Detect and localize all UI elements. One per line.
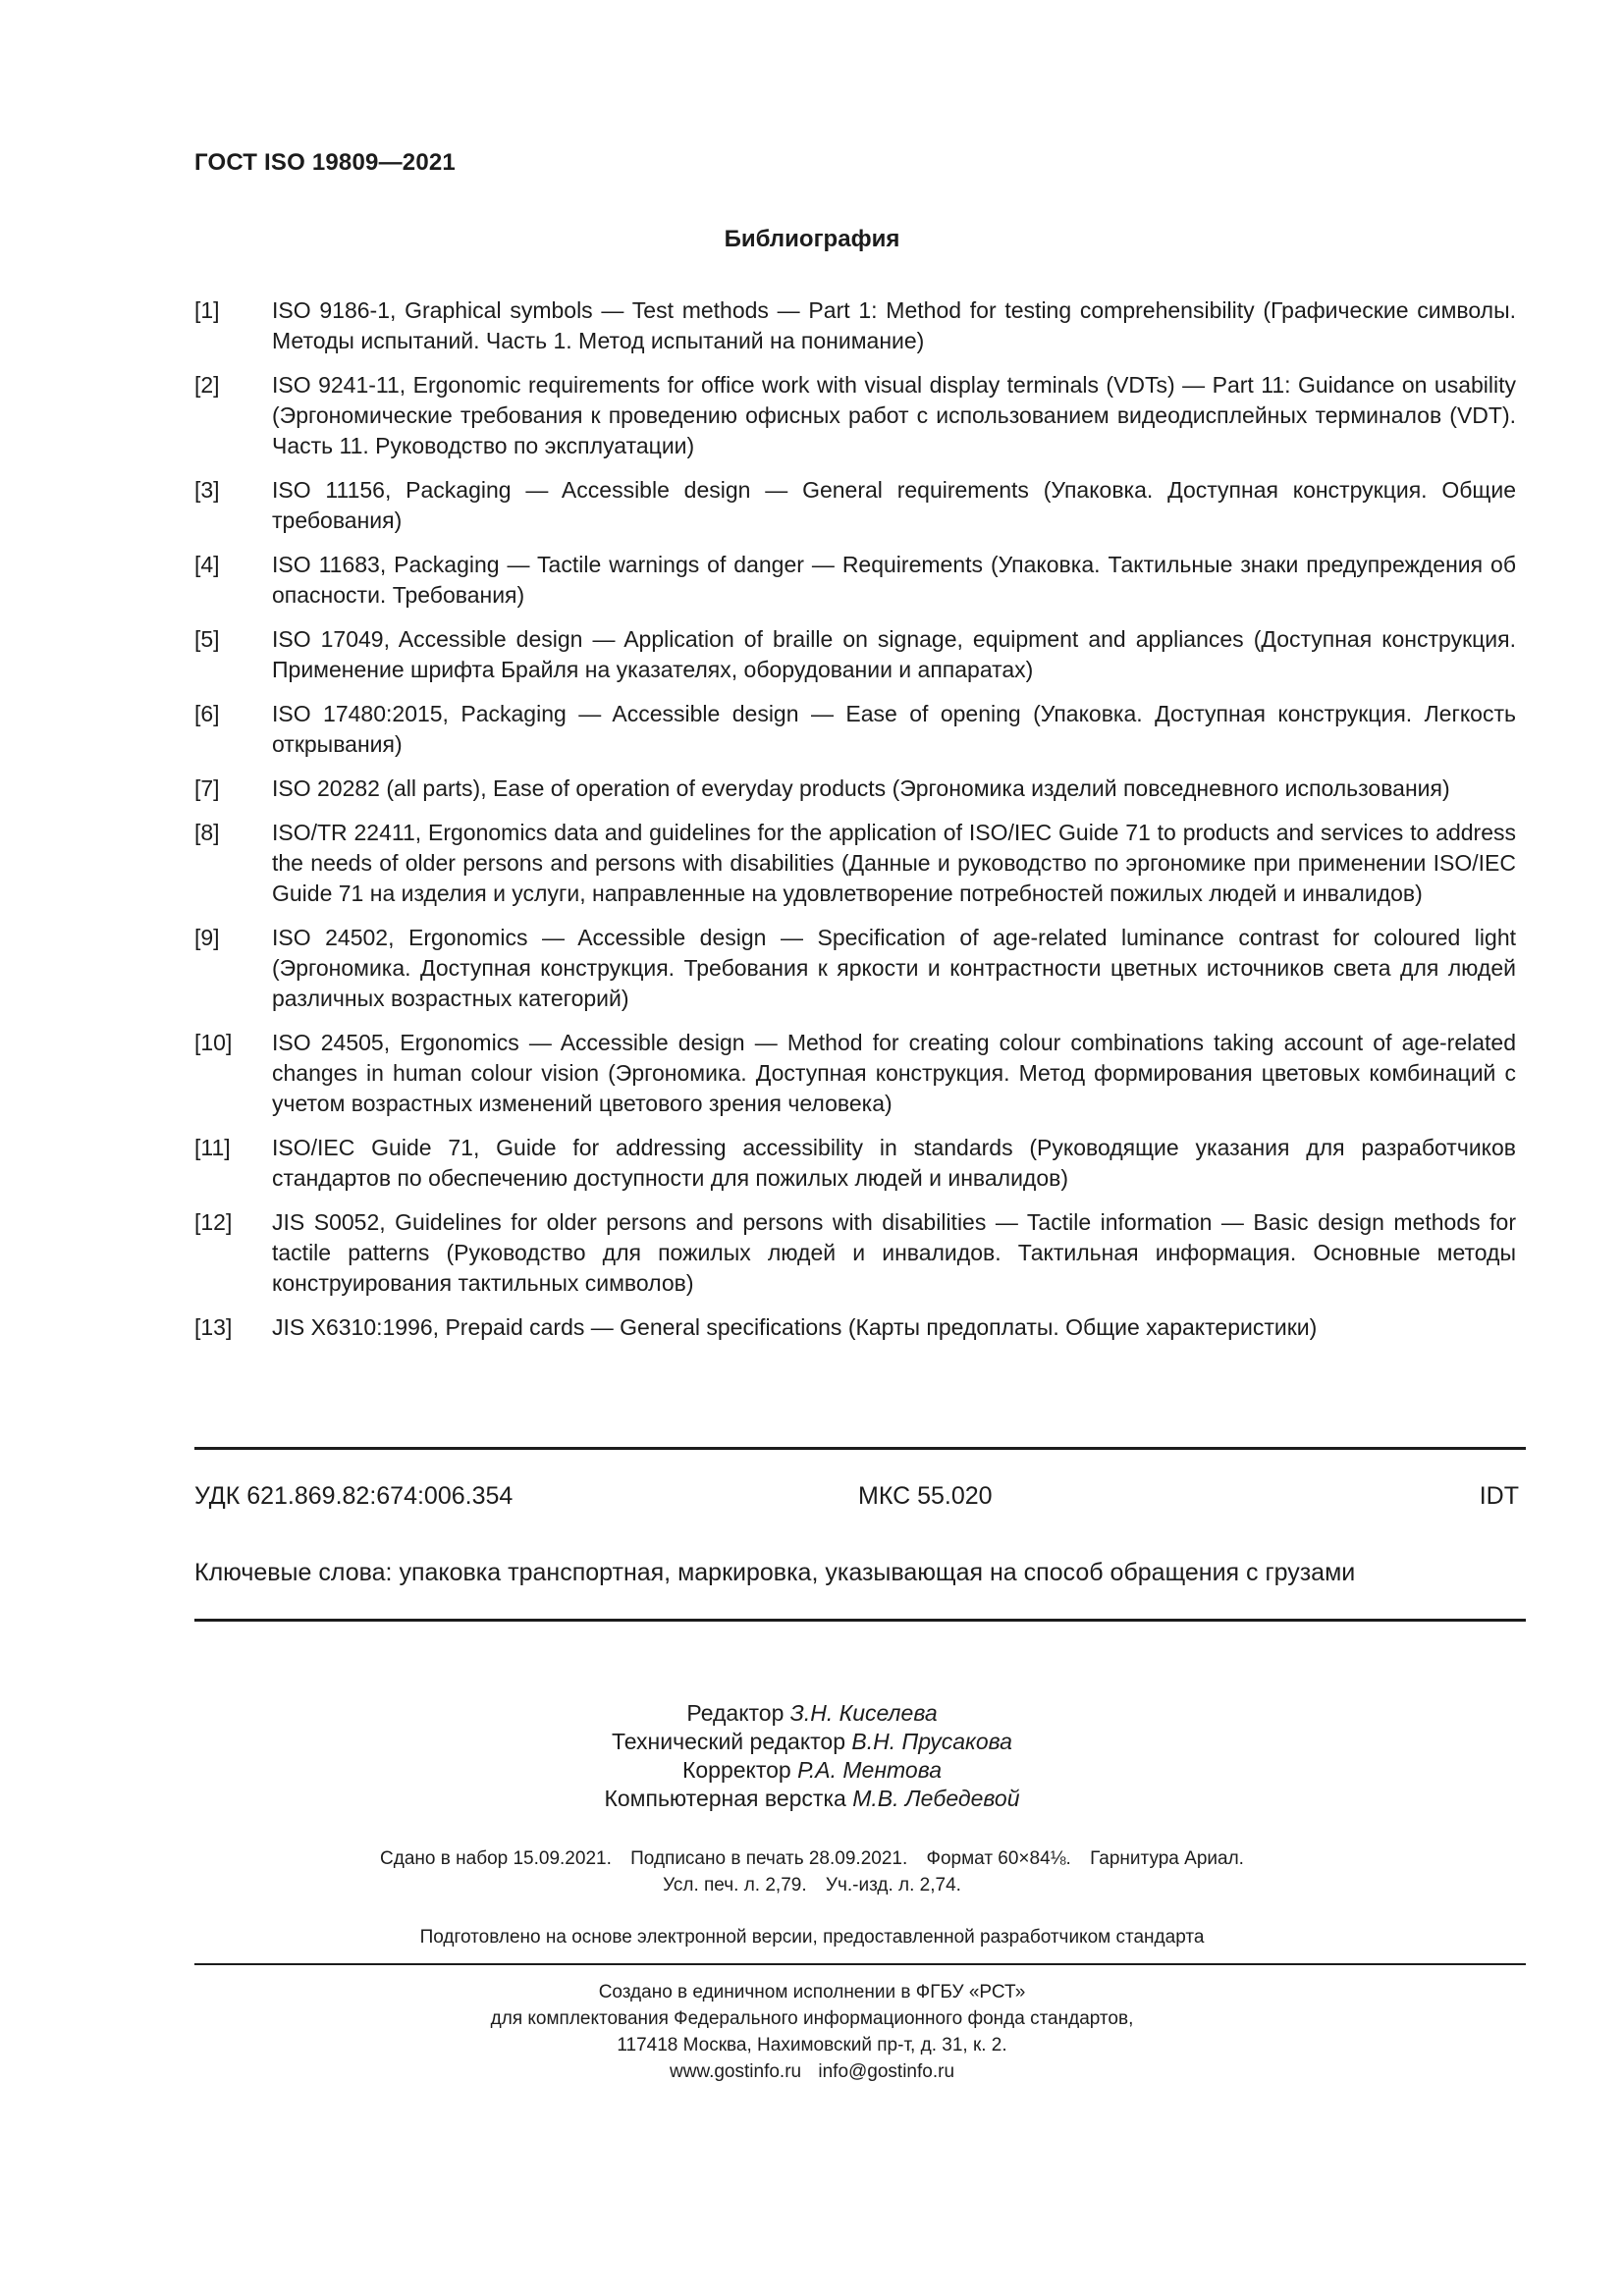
publisher-line-1: Создано в единичном исполнении в ФГБУ «РСТ» [598, 1982, 1026, 2002]
divider-middle [194, 1619, 1526, 1622]
bibliography-item-number: [2] [194, 372, 220, 398]
bibliography-item-number: [4] [194, 552, 220, 577]
bibliography-item [194, 923, 1516, 1014]
bibliography-item-number: [3] [194, 477, 220, 503]
bibliography-item [194, 550, 1516, 611]
bibliography-item [194, 295, 1516, 356]
print-info-block [0, 1845, 1624, 1898]
divider-top [194, 1447, 1526, 1450]
bibliography-item-number: [6] [194, 701, 220, 726]
bibliography-item [194, 1028, 1516, 1119]
corrector-line [0, 1756, 1624, 1785]
credits-block [0, 1699, 1624, 1813]
publisher-line-2: для комплектования Федерального информационного фонда стандартов, [490, 2008, 1134, 2029]
tech-editor-name: В.Н. Прусакова [851, 1729, 1012, 1754]
tech-editor-label: Технический редактор [612, 1729, 846, 1754]
bibliography-item-text: JIS S0052, Guidelines for older persons and persons with disabilities — Tactile information — Basic design methods for tactile patterns (Руководство для пожилых людей и инвалидов. Тактильная информация. Основные методы конструирования тактильных символов) [272, 1209, 1516, 1296]
editor-line [0, 1699, 1624, 1728]
bibliography-item-text: ISO 20282 (all parts), Ease of operation of everyday products (Эргономика изделий повседневного использования) [272, 775, 1450, 801]
bibliography-item-text: ISO 9241-11, Ergonomic requirements for office work with visual display terminals (VDTs) — Part 11: Guidance on usability (Эргономические требования к проведению офисных работ с использованием видеодисплейных терминалов (VDT). Часть 11. Руководство по эксплуатации) [272, 372, 1516, 458]
bibliography-item-text: ISO 17480:2015, Packaging — Accessible design — Ease of opening (Упаковка. Доступная конструкция. Легкость открывания) [272, 701, 1516, 757]
bibliography-item-number: [13] [194, 1314, 233, 1340]
bibliography-item [194, 1312, 1516, 1343]
print-info-line-1 [0, 1845, 1624, 1872]
corrector-name: Р.А. Ментова [797, 1757, 942, 1783]
print-info-line-2 [0, 1872, 1624, 1898]
bibliography-item-number: [5] [194, 626, 220, 652]
email-link[interactable]: info@gostinfo.ru [818, 2061, 955, 2082]
publisher-block [0, 1979, 1624, 2085]
tech-editor-line [0, 1728, 1624, 1756]
bibliography-item-number: [12] [194, 1209, 233, 1235]
bibliography-item [194, 1207, 1516, 1299]
bibliography-item-text: JIS X6310:1996, Prepaid cards — General specifications (Карты предоплаты. Общие характеристики) [272, 1314, 1318, 1340]
bibliography-item-number: [9] [194, 925, 220, 950]
publisher-sheets: Уч.-изд. л. 2,74. [825, 1875, 961, 1896]
bibliography-item-text: ISO 9186-1, Graphical symbols — Test methods — Part 1: Method for testing comprehensibility (Графические символы. Методы испытаний. Часть 1. Метод испытаний на понимание) [272, 297, 1516, 353]
bibliography-item [194, 624, 1516, 685]
layout-label: Компьютерная верстка [604, 1786, 846, 1811]
publisher-address: 117418 Москва, Нахимовский пр-т, д. 31, к. 2. [617, 2035, 1007, 2056]
bibliography-item-number: [1] [194, 297, 220, 323]
bibliography-item-text: ISO/IEC Guide 71, Guide for addressing accessibility in standards (Руководящие указания для разработчиков стандартов по обеспечению доступности для пожилых людей и инвалидов) [272, 1135, 1516, 1191]
bibliography-item [194, 774, 1516, 804]
bibliography-item [194, 818, 1516, 909]
signed-date: Подписано в печать 28.09.2021. [630, 1848, 908, 1869]
prepared-note: Подготовлено на основе электронной версии, предоставленной разработчиком стандарта [419, 1927, 1205, 1948]
idt-code: IDT [1479, 1482, 1519, 1510]
bibliography-title: Библиография [724, 226, 900, 252]
bibliography-item-text: ISO/TR 22411, Ergonomics data and guidelines for the application of ISO/IEC Guide 71 to products and services to address the needs of older persons and persons with disabilities (Данные и руководство по эргономике при применении ISO/IEC Guide 71 на изделия и услуги, направленные на удовлетворение потребностей пожилых людей и инвалидов) [272, 820, 1516, 906]
bibliography-item-text: ISO 17049, Accessible design — Application of braille on signage, equipment and appliances (Доступная конструкция. Применение шрифта Брайля на указателях, оборудовании и аппаратах) [272, 626, 1516, 682]
website-link[interactable]: www.gostinfo.ru [669, 2061, 802, 2082]
bibliography-item-number: [8] [194, 820, 220, 845]
bibliography-item [194, 1133, 1516, 1194]
bibliography-item-text: ISO 11683, Packaging — Tactile warnings of danger — Requirements (Упаковка. Тактильные знаки предупреждения об опасности. Требования) [272, 552, 1516, 608]
bibliography-item [194, 370, 1516, 461]
bibliography-item-number: [10] [194, 1030, 233, 1055]
bibliography-item [194, 475, 1516, 536]
submitted-date: Сдано в набор 15.09.2021. [380, 1848, 612, 1869]
bibliography-item-text: ISO 24502, Ergonomics — Accessible design — Specification of age-related luminance contrast for coloured light (Эргономика. Доступная конструкция. Требования к яркости и контрастности цветных источников света для людей различных возрастных категорий) [272, 925, 1516, 1011]
udk-code: УДК 621.869.82:674:006.354 [194, 1482, 514, 1510]
bibliography-item-number: [11] [194, 1135, 231, 1160]
typeface: Гарнитура Ариал. [1090, 1848, 1244, 1869]
publisher-contacts [0, 2058, 1624, 2085]
print-sheets: Усл. печ. л. 2,79. [663, 1875, 807, 1896]
standard-code-header: ГОСТ ISO 19809—2021 [194, 149, 456, 176]
bibliography-item-number: [7] [194, 775, 220, 801]
layout-name: М.В. Лебедевой [852, 1786, 1020, 1811]
paper-format: Формат 60×84⅛. [926, 1848, 1071, 1869]
bibliography-item-text: ISO 11156, Packaging — Accessible design — General requirements (Упаковка. Доступная конструкция. Общие требования) [272, 477, 1516, 533]
keywords-line: Ключевые слова: упаковка транспортная, маркировка, указывающая на способ обращения с грузами [194, 1559, 1356, 1586]
bibliography-item [194, 699, 1516, 760]
bibliography-item-text: ISO 24505, Ergonomics — Accessible design — Method for creating colour combinations taking account of age-related changes in human colour vision (Эргономика. Доступная конструкция. Метод формирования цветовых комбинаций с учетом возрастных изменений цветового зрения человека) [272, 1030, 1516, 1116]
bibliography-list [194, 295, 1516, 1357]
editor-name: З.Н. Киселева [789, 1700, 938, 1726]
classification-row [194, 1482, 1519, 1511]
editor-label: Редактор [686, 1700, 785, 1726]
divider-bottom [194, 1963, 1526, 1965]
mks-code: МКС 55.020 [858, 1482, 993, 1510]
corrector-label: Корректор [681, 1757, 791, 1783]
layout-line [0, 1785, 1624, 1813]
